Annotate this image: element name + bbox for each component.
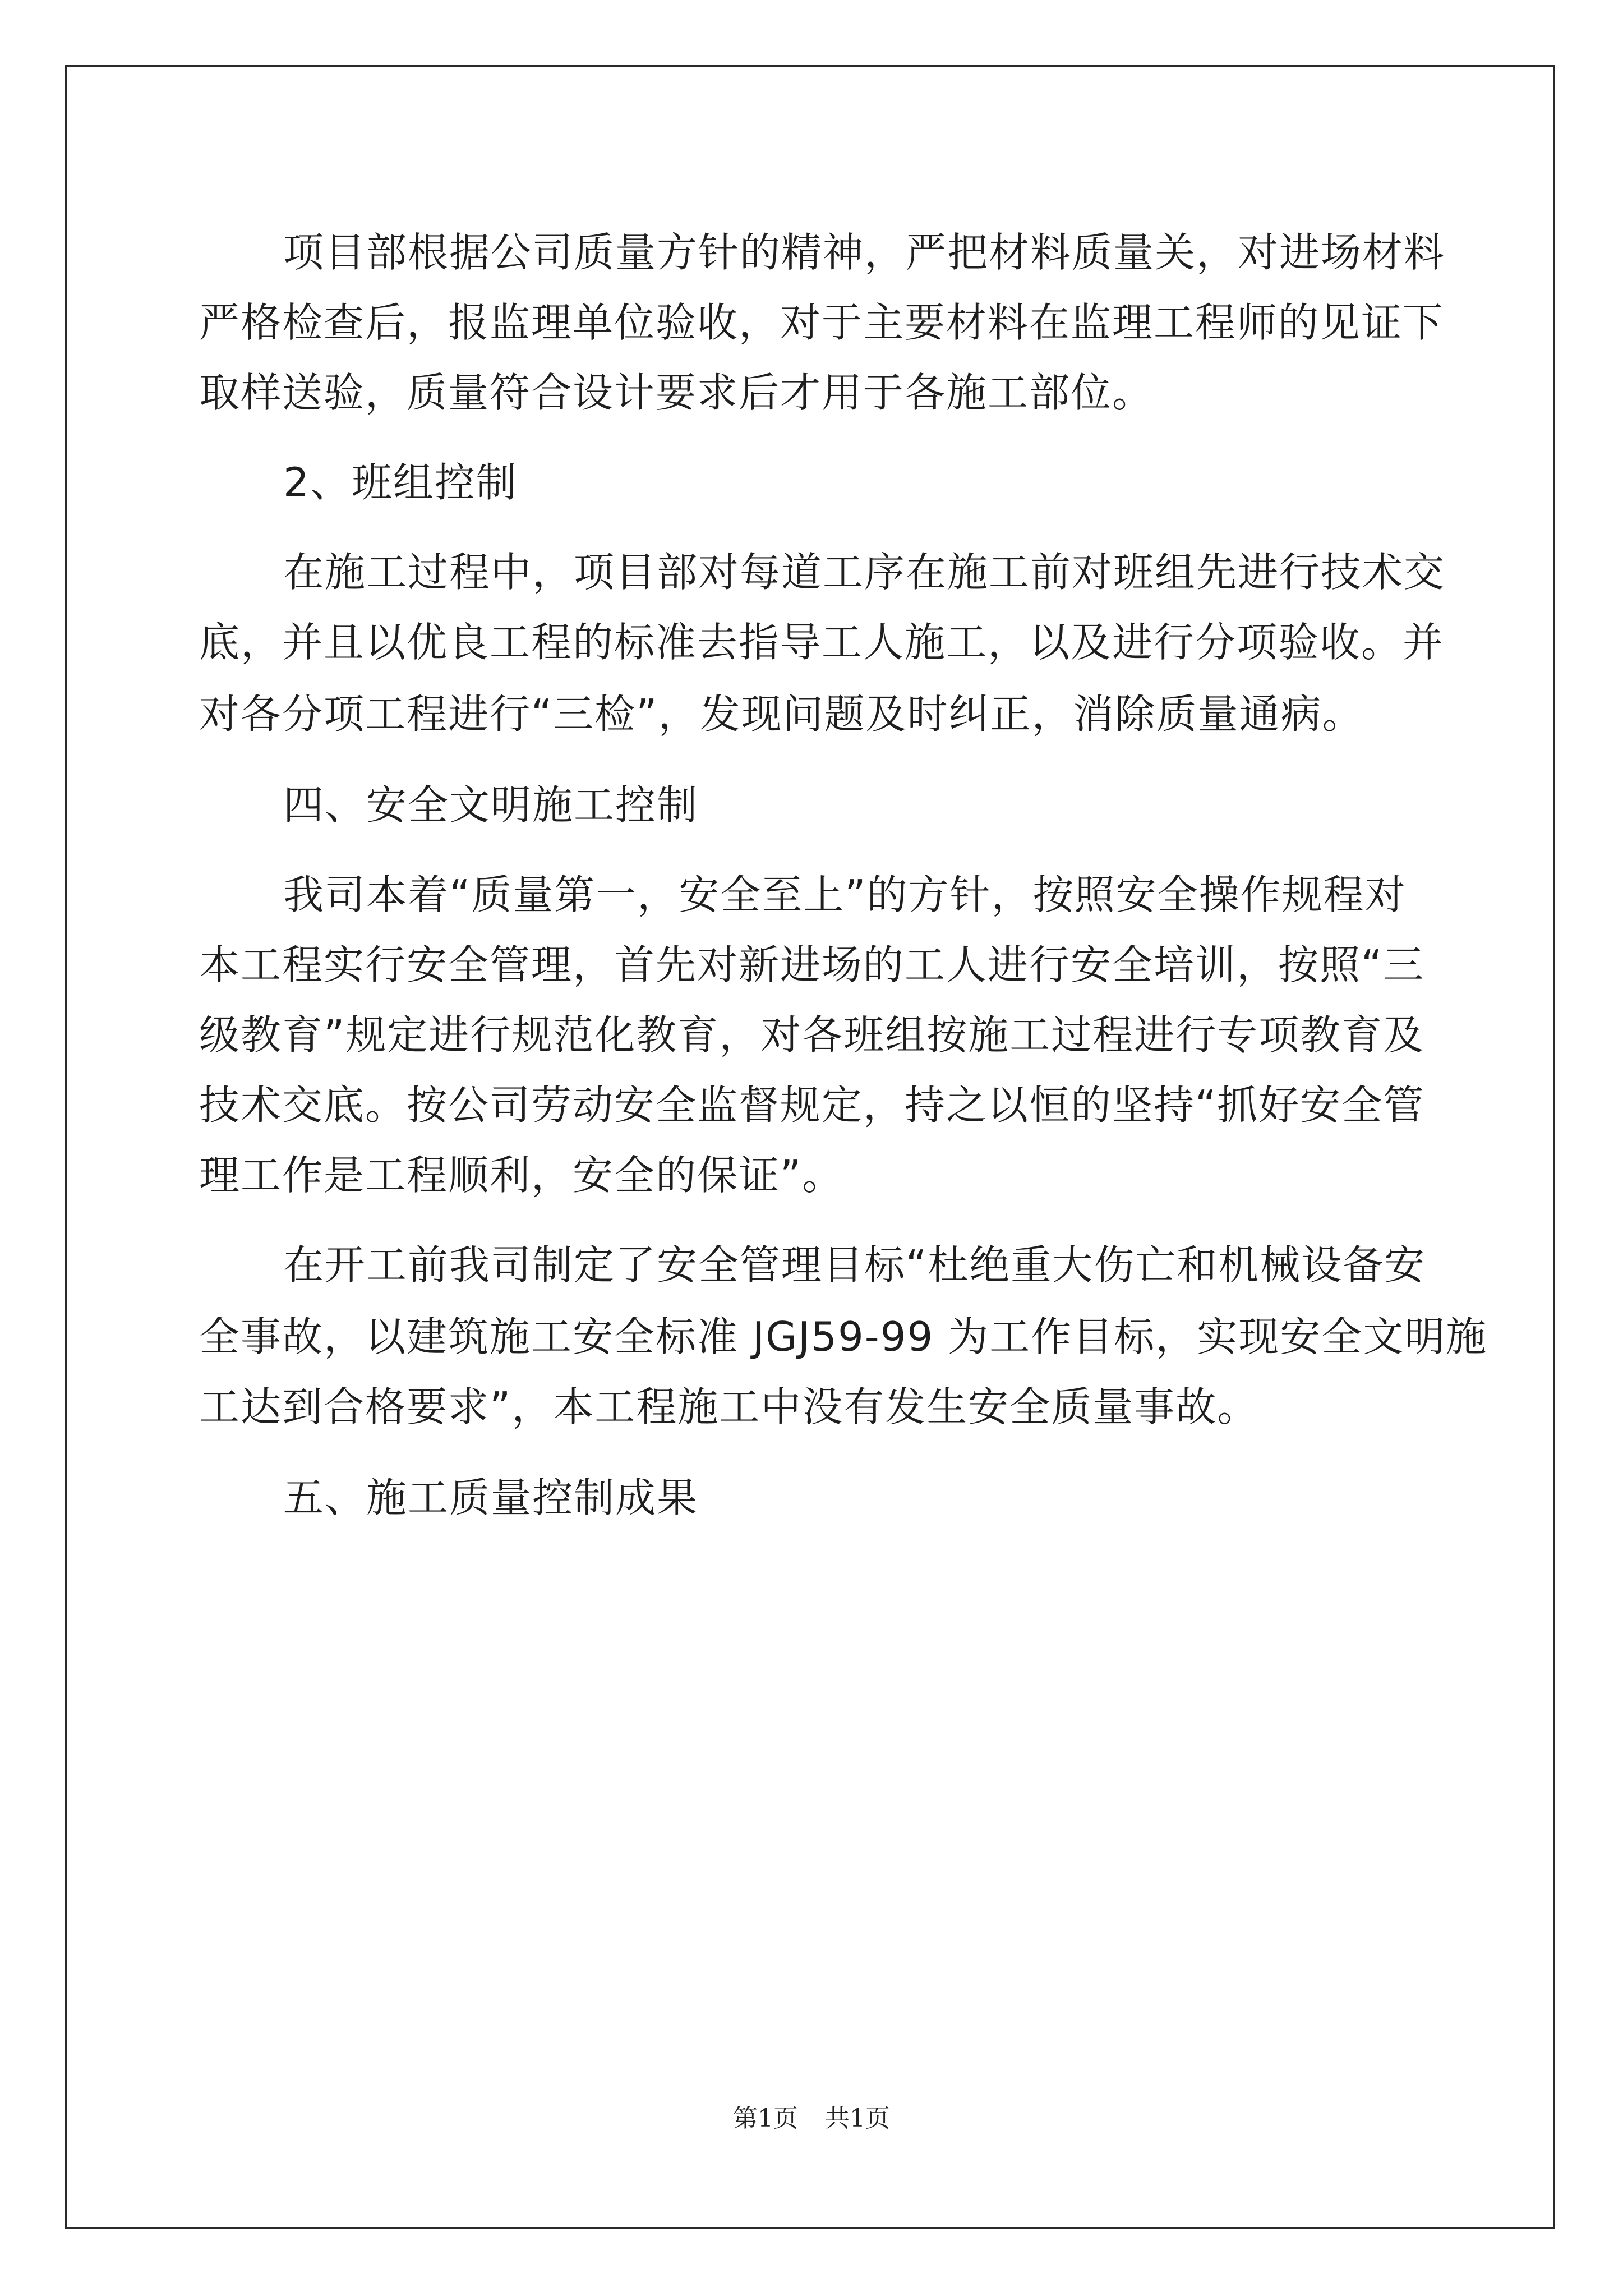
page-number: 第1页 (733, 2104, 798, 2133)
section-heading: 2、班组控制 (283, 459, 518, 506)
paragraph-line: 本工程实行安全管理，首先对新进场的工人进行安全培训，按照“三 (199, 941, 1425, 988)
paragraph-line: 技术交底。按公司劳动安全监督规定，持之以恒的坚持“抓好安全管 (199, 1082, 1425, 1129)
page-footer (0, 2103, 1623, 2134)
section-heading: 五、施工质量控制成果 (283, 1474, 699, 1521)
paragraph-line: 底，并且以优良工程的标准去指导工人施工，以及进行分项验收。并 (199, 619, 1445, 666)
paragraph-line: 全事故，以建筑施工安全标准 JGJ59-99 为工作目标，实现安全文明施 (199, 1313, 1488, 1360)
section-heading: 四、安全文明施工控制 (283, 781, 699, 829)
paragraph-line: 严格检查后，报监理单位验收，对于主要材料在监理工程师的见证下 (199, 299, 1445, 346)
paragraph-line: 级教育”规定进行规范化教育，对各班组按施工过程进行专项教育及 (199, 1011, 1425, 1059)
page-total: 共1页 (825, 2104, 890, 2133)
paragraph-line: 对各分项工程进行“三检”，发现问题及时纠正，消除质量通病。 (199, 691, 1364, 738)
paragraph-line: 理工作是工程顺利，安全的保证”。 (199, 1152, 844, 1199)
paragraph-line: 在施工过程中，项目部对每道工序在施工前对班组先进行技术交 (283, 549, 1446, 596)
paragraph-line: 我司本着“质量第一，安全至上”的方针，按照安全操作规程对 (283, 871, 1407, 918)
paragraph-line: 在开工前我司制定了安全管理目标“杜绝重大伤亡和机械设备安 (283, 1241, 1426, 1289)
paragraph-line: 项目部根据公司质量方针的精神，严把材料质量关，对进场材料 (283, 229, 1446, 276)
paragraph-line: 工达到合格要求”，本工程施工中没有发生安全质量事故。 (199, 1383, 1259, 1430)
paragraph-line: 取样送验，质量符合设计要求后才用于各施工部位。 (199, 369, 1154, 416)
